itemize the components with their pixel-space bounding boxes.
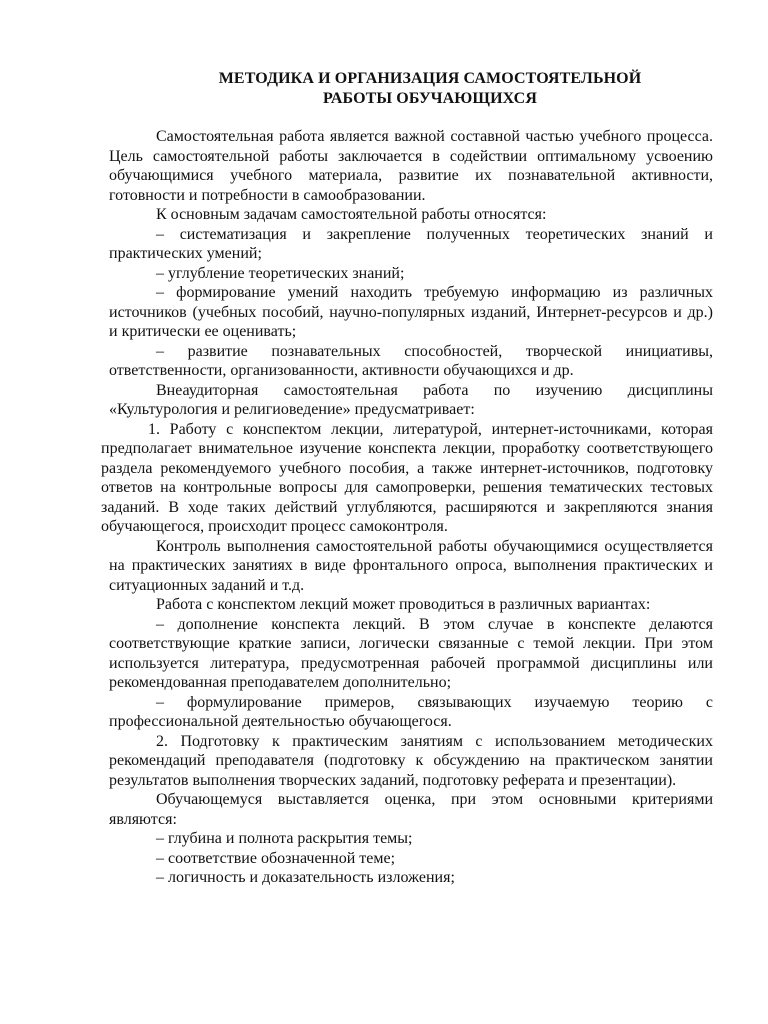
paragraph-tasks-heading: К основным задачам самостоятельной работы относятся:: [156, 206, 547, 223]
document-title-line-2: РАБОТЫ ОБУЧАЮЩИХСЯ: [323, 90, 537, 107]
list-item-deepening: – углубление теоретических знаний;: [156, 264, 405, 282]
paragraph-extracurricular: Внеаудиторная самостоятельная работа по изучению дисциплины «Культурология и религиоведение» предусматривает:: [109, 381, 713, 418]
paragraph-intro: Самостоятельная работа является важной составной частью учебного процесса. Цель самостоятельной работы заключается в содействии оптимальному усвоению обучающимися учебного материала, развитие их познавательной активности, готовности и потребности в самообразовании.: [109, 128, 713, 204]
paragraph-practical-preparation: 2. Подготовку к практическим занятиям с использованием методических рекомендаций преподавателя (подготовку к обсуждению на практическом занятии результатов выполнения творческих заданий, подготовку реферата и презентации).: [109, 732, 713, 789]
list-item-depth: – глубина и полнота раскрытия темы;: [156, 830, 413, 847]
paragraph-lecture-work: 1. Работу с конспектом лекции, литературой, интернет-источниками, которая предполагает внимательное изучение конспекта лекции, проработку соответствующего раздела рекомендуемого учебного пособия, а также интернет-источников, подготовку ответов на контрольные вопросы для самопроверки, решения тематических тестовых заданий. В ходе таких действий углубляются, расширяются и закрепляются знания обучающегося, происходит процесс самоконтроля.: [101, 420, 713, 535]
document-body: [101, 127, 713, 888]
list-item-cognitive-abilities: – развитие познавательных способностей, творческой инициативы, ответственности, организованности, активности обучающихся и др.: [109, 342, 713, 379]
paragraph-control: Контроль выполнения самостоятельной работы обучающимися осуществляется на практических занятиях в виде фронтального опроса, выполнения практических и ситуационных заданий и т.д.: [109, 537, 713, 594]
document-title-line-1: МЕТОДИКА И ОРГАНИЗАЦИЯ САМОСТОЯТЕЛЬНОЙ: [218, 70, 642, 87]
list-item-systematization: – систематизация и закрепление полученных теоретических знаний и практических умений;: [109, 225, 713, 262]
list-item-information-skills: – формирование умений находить требуемую информацию из различных источников (учебных пособий, научно-популярных изданий, Интернет-ресурсов и др.) и критически ее оценивать;: [109, 284, 713, 340]
paragraph-lecture-variants: Работа с конспектом лекций может проводиться в различных вариантах:: [156, 596, 651, 613]
list-item-logic: – логичность и доказательность изложения;: [156, 869, 455, 886]
list-item-lecture-supplement: – дополнение конспекта лекций. В этом случае в конспекте делаются соответствующие краткие записи, логически связанные с темой лекции. При этом используется литература, предусмотренная рабочей программой дисциплины или рекомендованная преподавателем дополнительно;: [109, 615, 713, 691]
list-item-examples: – формулирование примеров, связывающих изучаемую теорию с профессиональной деятельностью обучающегося.: [109, 693, 713, 730]
list-item-relevance: – соответствие обозначенной теме;: [156, 849, 396, 867]
paragraph-assessment: Обучающемуся выставляется оценка, при этом основными критериями являются:: [109, 791, 713, 828]
